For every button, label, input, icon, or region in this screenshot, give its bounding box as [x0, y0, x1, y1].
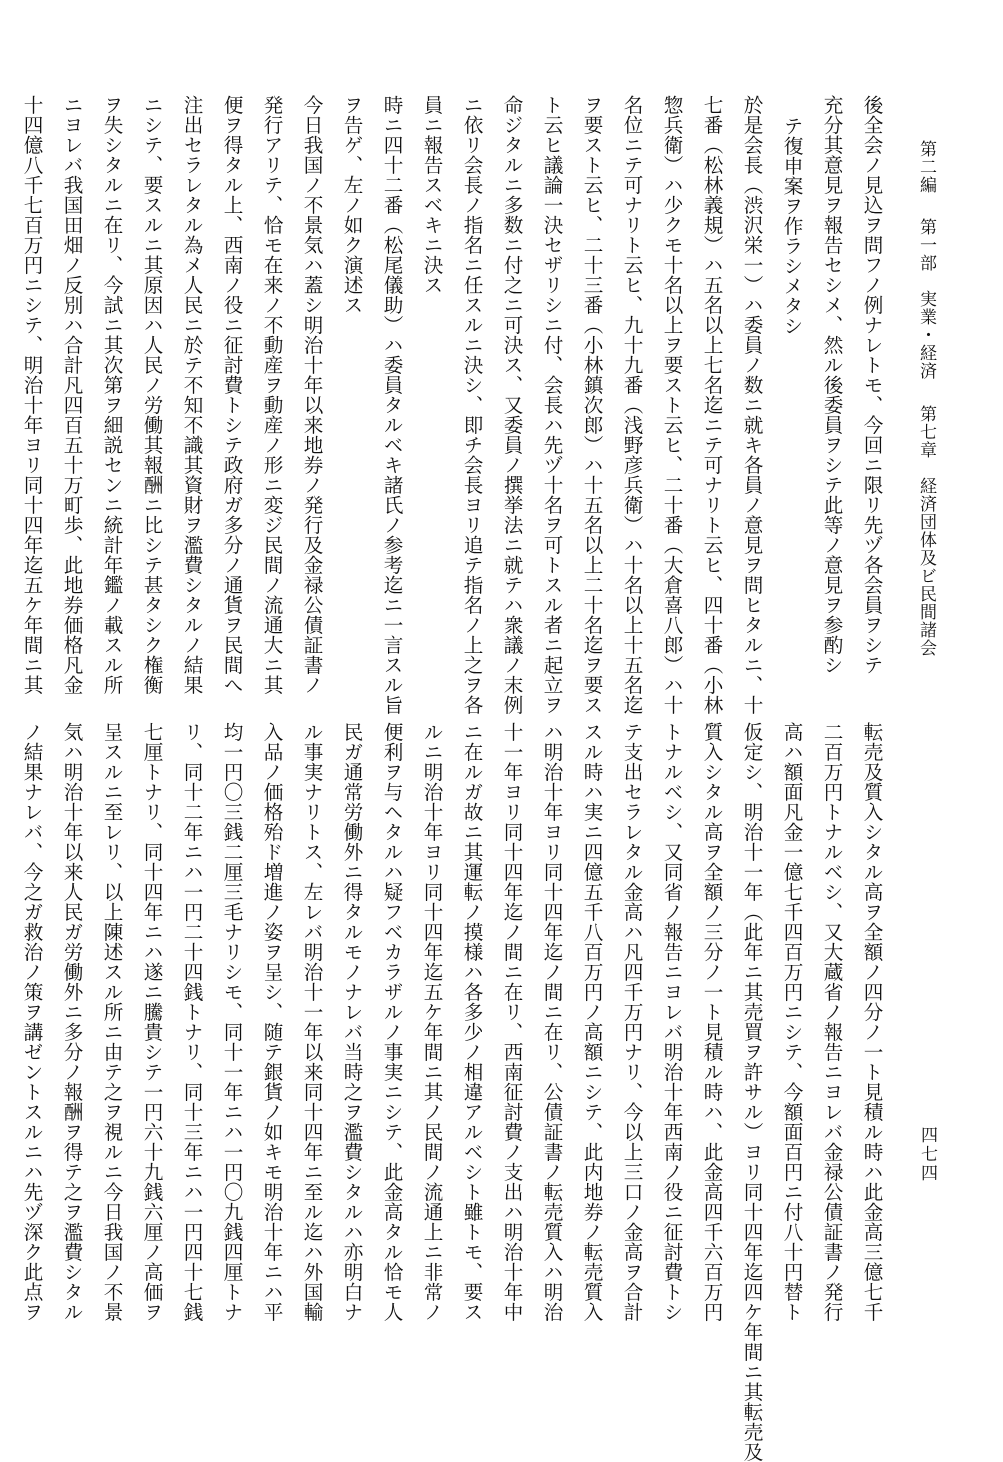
text-line: 民ガ通常労働外ニ得タルモノナレバ当時之ヲ濫費シタルハ亦明白ナ	[340, 722, 363, 1322]
text-line: 質入シタル高ヲ全額ノ三分ノ一ト見積ル時ハ、此金高四千六百万円	[700, 722, 723, 1322]
text-line: 名位ニテ可ナリト云ヒ、九十九番（浅野彦兵衛）ハ十名以上十五名迄	[620, 95, 643, 715]
text-line: テ支出セラレタル金高ハ凡四千万円ナリ、今以上三口ノ金高ヲ合計	[620, 722, 643, 1322]
text-line: 十一年ヨリ同十四年迄ノ間ニ在リ、西南征討費ノ支出ハ明治十年中	[500, 722, 523, 1322]
text-line: 二百万円トナルベシ、又大蔵省ノ報告ニヨレバ金禄公債証書ノ発行	[820, 722, 843, 1322]
text-line: 便利ヲ与ヘタルハ疑フベカラザルノ事実ニシテ、此金高タル恰モ人	[380, 722, 403, 1322]
text-line: 便ヲ得タル上、西南ノ役ニ征討費トシテ政府ガ多分ノ通貨ヲ民間へ	[220, 95, 243, 695]
text-line: ノ結果ナレバ、今之ガ救治ノ策ヲ講ゼントスルニハ先ヅ深ク此点ヲ	[20, 722, 43, 1322]
text-line: 於是会長（渋沢栄一）ハ委員ノ数ニ就キ各員ノ意見ヲ問ヒタルニ、十	[740, 95, 763, 715]
text-line: ハ明治十年ヨリ同十四年迄ノ間ニ在リ、公債証書ノ転売質入ハ明治	[540, 722, 563, 1322]
text-line: 仮定シ、明治十一年（此年ニ其売買ヲ許サル）ヨリ同十四年迄四ケ年間ニ其転売及	[740, 722, 763, 1462]
text-line: 後全会ノ見込ヲ問フノ例ナレトモ、今回ニ限リ先ヅ各会員ヲシテ	[860, 95, 883, 675]
upper-text-block	[20, 95, 891, 715]
text-line: 注出セラレタル為メ人民ニ於テ不知不識其資財ヲ濫費シタルノ結果	[180, 95, 203, 695]
text-line: 今日我国ノ不景気ハ蓋シ明治十年以来地券ノ発行及金禄公債証書ノ	[300, 95, 323, 695]
header-part: 第二編	[916, 140, 936, 194]
text-line: 惣兵衛）ハ少クモ十名以上ヲ要スト云ヒ、二十番（大倉喜八郎）ハ十	[660, 95, 683, 715]
text-line: ヲ告ゲ、左ノ如ク演述ス	[340, 95, 363, 315]
text-line: 発行アリテ、恰モ在来ノ不動産ヲ動産ノ形ニ変ジ民間ノ流通大ニ其	[260, 95, 283, 695]
text-line: ト云ヒ議論一決セザリシニ付、会長ハ先ヅ十名ヲ可トスル者ニ起立ヲ	[540, 95, 563, 715]
text-line: ヲ失シタルニ在リ、今試ニ其次第ヲ細説センニ統計年鑑ノ載スル所	[100, 95, 123, 695]
text-line: 入品ノ価格殆ド増進ノ姿ヲ呈シ、随テ銀貨ノ如キモ明治十年ニハ平	[260, 722, 283, 1322]
text-line: リ、同十二年ニハ一円二十四銭トナリ、同十三年ニハ一円四十七銭	[180, 722, 203, 1322]
text-line: ル事実ナリトス、左レバ明治十一年以来同十四年ニ至ル迄ハ外国輸	[300, 722, 323, 1322]
text-line: ニ依リ会長ノ指名ニ任スルニ決シ、即チ会長ヨリ追テ指名ノ上之ヲ各	[460, 95, 483, 715]
text-line: 命ジタルニ多数ニ付之ニ可決ス、又委員ノ撰挙法ニ就テハ衆議ノ末例	[500, 95, 523, 715]
text-line: ヲ要スト云ヒ、二十三番（小林鎮次郎）ハ十五名以上二十名迄ヲ要ス	[580, 95, 603, 715]
page-number: 四七四	[917, 1126, 937, 1183]
text-line: 七厘トナリ、同十四年ニハ遂ニ騰貴シテ一円六十九銭六厘ノ高価ヲ	[140, 722, 163, 1322]
text-line: ニシテ、要スルニ其原因ハ人民ノ労働其報酬ニ比シテ甚タシク権衡	[140, 95, 163, 695]
running-header	[907, 140, 945, 700]
header-section: 第一部 実業・経済	[916, 218, 936, 381]
text-line: トナルベシ、又同省ノ報告ニヨレバ明治十年西南ノ役ニ征討費トシ	[660, 722, 683, 1322]
text-line: 転売及質入シタル高ヲ全額ノ四分ノ一ト見積ル時ハ此金高三億七千	[860, 722, 883, 1322]
text-line: 均一円〇三銭二厘三毛ナリシモ、同十一年ニハ一円〇九銭四厘トナ	[220, 722, 243, 1322]
text-line: 七番（松林義規）ハ五名以上七名迄ニテ可ナリト云ヒ、四十番（小林	[700, 95, 723, 715]
text-line: 充分其意見ヲ報告セシメ、然ル後委員ヲシテ此等ノ意見ヲ参酌シ	[820, 95, 843, 675]
text-line: 呈スルニ至レリ、以上陳述スル所ニ由テ之ヲ視ルニ今日我国ノ不景	[100, 722, 123, 1322]
text-line: ニヨレバ我国田畑ノ反別ハ合計凡四百五十万町歩、此地券価格凡金	[60, 95, 83, 695]
text-line: 高ハ額面凡金一億七千四百万円ニシテ、今額面百円ニ付八十円替ト	[780, 722, 803, 1322]
text-line: 気ハ明治十年以来人民ガ労働外ニ多分ノ報酬ヲ得テ之ヲ濫費シタル	[60, 722, 83, 1322]
text-line: 時ニ四十二番（松尾儀助）ハ委員タルベキ諸氏ノ参考迄ニ一言スル旨	[380, 95, 403, 715]
lower-text-block	[20, 722, 891, 1462]
text-line: スル時ハ実ニ四億五千八百万円ノ高額ニシテ、此内地券ノ転売質入	[580, 722, 603, 1322]
text-line: 員ニ報告スベキニ決ス	[420, 95, 443, 295]
header-chapter: 第七章 経済団体及ビ民間諸会	[916, 404, 936, 657]
text-line: テ復申案ヲ作ラシメタシ	[780, 116, 803, 336]
text-line: 十四億八千七百万円ニシテ、明治十年ヨリ同十四年迄五ケ年間ニ其	[20, 95, 43, 695]
text-line: ルニ明治十年ヨリ同十四年迄五ケ年間ニ其ノ民間ノ流通上ニ非常ノ	[420, 722, 443, 1322]
text-line: ニ在ルガ故ニ其運転ノ摸様ハ各多少ノ相違アルベシト雖トモ、要ス	[460, 722, 483, 1322]
